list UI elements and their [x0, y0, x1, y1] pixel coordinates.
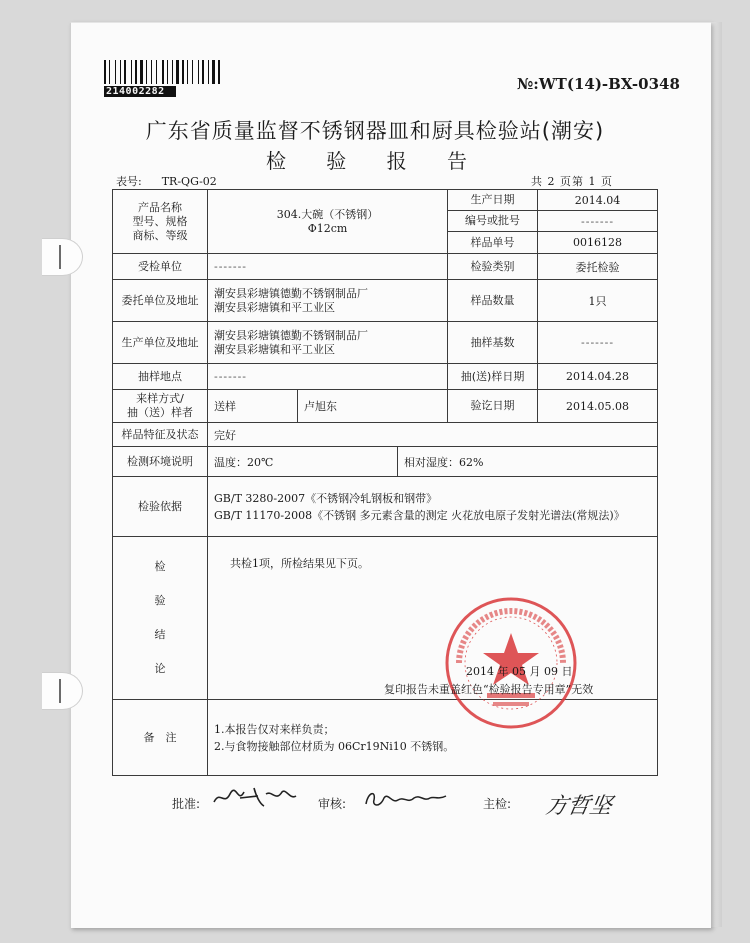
conclusion-cell	[208, 537, 658, 700]
method-value: 送样	[208, 390, 298, 423]
chief-signature: 方哲坚	[543, 794, 614, 819]
remark-1: 1.本报告仅对来样负责；	[214, 722, 335, 736]
barcode-bar	[187, 60, 188, 84]
punch-hole-bottom	[42, 672, 83, 710]
barcode-bar	[176, 60, 179, 84]
barcode-bar	[156, 60, 157, 84]
barcode-bar	[127, 60, 130, 84]
sampling-date-label: 抽(送)样日期	[448, 364, 538, 390]
barcode-bar	[140, 60, 143, 84]
barcode-bar	[172, 60, 173, 84]
client-label: 委托单位及地址	[113, 280, 208, 322]
review-signature	[362, 786, 452, 810]
conclusion-date: 2014 年 05 月 09 日	[466, 665, 573, 678]
barcode-bar	[162, 60, 164, 84]
report-number: №:WT(14)-BX-0348	[517, 75, 680, 93]
sampling-base-label: 抽样基数	[448, 322, 538, 364]
barcode-bar	[208, 60, 209, 84]
sample-qty: 1只	[538, 280, 658, 322]
product-spec: Φ12cm	[307, 221, 348, 235]
barcode-bar	[107, 60, 108, 84]
sample-no: 0016128	[538, 232, 658, 254]
recipient-value: -------	[208, 254, 448, 280]
punch-hole-top	[42, 238, 83, 276]
barcode-bar	[189, 60, 191, 84]
barcode-bars	[104, 60, 232, 84]
method-label: 来样方式/ 抽（送）样者	[113, 390, 208, 423]
review-label: 审核:	[318, 797, 347, 811]
barcode-bar	[144, 60, 145, 84]
barcode-bar	[124, 60, 126, 84]
remarks-label: 备 注	[113, 700, 208, 776]
temperature: 温度：20℃	[208, 447, 398, 477]
conclusion-text: 共检1项，所检结果见下页。	[230, 557, 369, 570]
product-label: 产品名称 型号、规格 商标、等级	[113, 190, 208, 254]
product-name: 304.大碗（不锈钢）	[276, 207, 379, 221]
barcode-bar	[185, 60, 186, 84]
humidity: 相对湿度：62%	[398, 447, 658, 477]
recipient-label: 受检单位	[113, 254, 208, 280]
product-value	[208, 190, 448, 254]
sender-name: 卢旭东	[298, 390, 448, 423]
basis-value	[208, 477, 658, 537]
sampling-place: -------	[208, 364, 448, 390]
barcode-number: 214002282	[104, 86, 176, 97]
remarks-value	[208, 700, 658, 776]
barcode-bar	[180, 60, 181, 84]
barcode-bar	[138, 60, 139, 84]
form-label: 表号:	[116, 175, 142, 188]
prod-date-label: 生产日期	[448, 190, 538, 211]
barcode-bar	[109, 60, 110, 84]
barcode-bar	[198, 60, 199, 84]
finish-date-label: 验讫日期	[448, 390, 538, 423]
barcode-bar	[182, 60, 184, 84]
basis-label: 检验依据	[113, 477, 208, 537]
form-value: TR-QG-02	[161, 175, 217, 188]
chief-label: 主检:	[483, 797, 512, 811]
barcode-bar	[104, 60, 106, 84]
sampling-base: -------	[538, 322, 658, 364]
barcode-bar	[151, 60, 152, 84]
barcode-bar	[202, 60, 204, 84]
approve-label: 批准:	[172, 797, 201, 811]
barcode-bar	[146, 60, 147, 84]
barcode-bar	[165, 60, 166, 84]
sampling-place-label: 抽样地点	[113, 364, 208, 390]
form-number	[116, 173, 217, 189]
conclusion-label: 检 验 结 论	[113, 537, 208, 700]
basis-standard-2: GB/T 11170-2008《不锈钢 多元素含量的测定 火花放电原子发射光谱法(常规法)》	[214, 508, 625, 522]
barcode-bar	[111, 60, 114, 84]
sample-no-label: 样品单号	[448, 232, 538, 254]
barcode-bar	[205, 60, 207, 84]
report-table	[112, 189, 658, 776]
batch-value: -------	[538, 211, 658, 232]
barcode-bar	[194, 60, 197, 84]
barcode-bar	[218, 60, 220, 84]
station-name: 广东省质量监督不锈钢器皿和厨具检验站(潮安)	[145, 119, 605, 143]
barcode-bar	[133, 60, 134, 84]
barcode-bar	[117, 60, 119, 84]
producer-value: 潮安县彩塘镇德勤不锈钢制品厂 潮安县彩塘镇和平工业区	[208, 322, 448, 364]
sample-qty-label: 样品数量	[448, 280, 538, 322]
barcode	[104, 60, 232, 98]
barcode-bar	[158, 60, 161, 84]
barcode-bar	[200, 60, 201, 84]
producer-label: 生产单位及地址	[113, 322, 208, 364]
report-title: 检 验 报 告	[265, 149, 485, 173]
page-count: 共 2 页第 1 页	[531, 175, 613, 188]
prod-date: 2014.04	[538, 190, 658, 211]
sampling-date: 2014.04.28	[538, 364, 658, 390]
barcode-bar	[210, 60, 211, 84]
conclusion-note: 复印报告未重盖红色“检验报告专用章”无效	[384, 683, 594, 696]
approve-signature	[210, 784, 300, 812]
inspect-type-label: 检验类别	[448, 254, 538, 280]
barcode-bar	[148, 60, 150, 84]
condition-value: 完好	[208, 423, 658, 447]
condition-label: 样品特征及状态	[113, 423, 208, 447]
inspect-type: 委托检验	[538, 254, 658, 280]
barcode-bar	[120, 60, 121, 84]
client-value: 潮安县彩塘镇德勤不锈钢制品厂 潮安县彩塘镇和平工业区	[208, 280, 448, 322]
barcode-bar	[135, 60, 137, 84]
finish-date: 2014.05.08	[538, 390, 658, 423]
barcode-bar	[115, 60, 116, 84]
barcode-bar	[169, 60, 171, 84]
barcode-bar	[153, 60, 155, 84]
batch-label: 编号或批号	[448, 211, 538, 232]
basis-standard-1: GB/T 3280-2007《不锈钢冷轧钢板和钢带》	[214, 491, 438, 505]
env-label: 检测环境说明	[113, 447, 208, 477]
barcode-bar	[131, 60, 132, 84]
barcode-bar	[216, 60, 217, 84]
barcode-bar	[192, 60, 193, 84]
barcode-bar	[122, 60, 123, 84]
barcode-bar	[212, 60, 215, 84]
remark-2: 2.与食物接触部位材质为 06Cr19Ni10 不锈钢。	[214, 739, 455, 753]
barcode-bar	[174, 60, 175, 84]
barcode-bar	[167, 60, 168, 84]
